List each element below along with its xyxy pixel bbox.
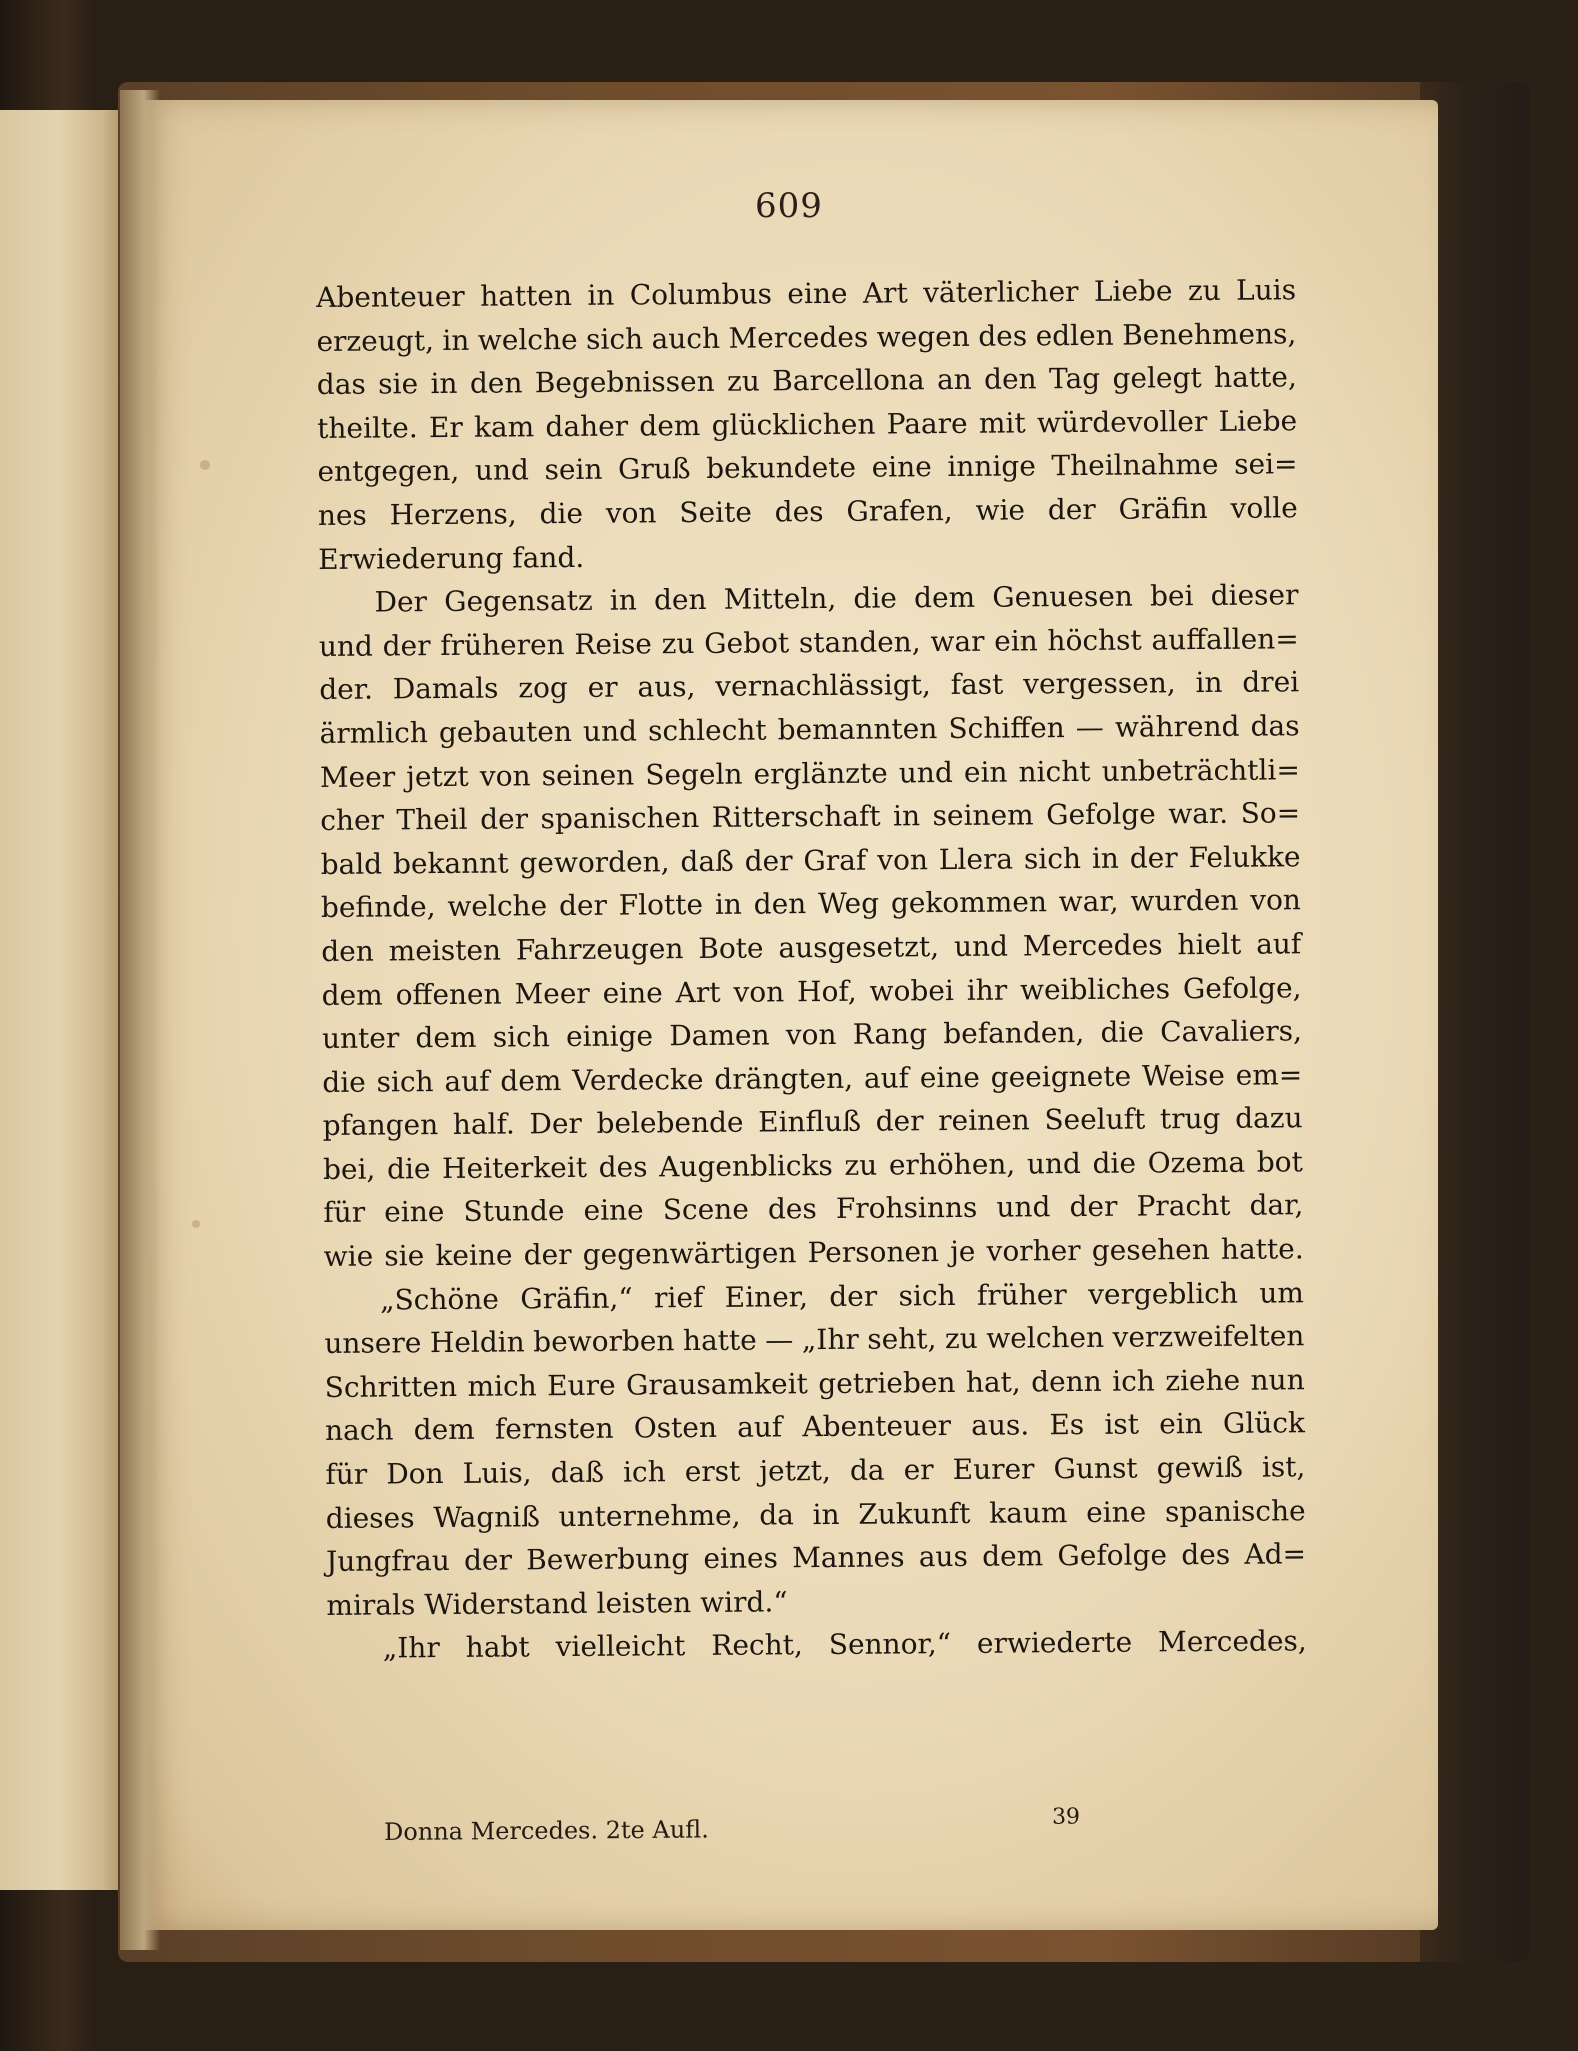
text-line: dieses Wagniß unternehme, da in Zukunft kaum eine spanische (325, 1493, 1306, 1535)
text-line: cher Theil der spanischen Ritterschaft in seinem Gefolge war. So= (320, 796, 1301, 838)
page-number: 609 (755, 186, 823, 226)
text-line: nes Herzens, die von Seite des Grafen, wie der Gräfin volle (317, 491, 1298, 532)
signature-mark: Donna Mercedes. 2te Aufl. (384, 1815, 709, 1846)
text-line: der. Damals zog er aus, vernachlässigt, fast vergessen, in drei (319, 665, 1300, 707)
text-line: Meer jetzt von seinen Segeln erglänzte und ein nicht unbeträchtli= (319, 752, 1300, 794)
sheet-number: 39 (1051, 1804, 1081, 1830)
text-line: wie sie keine der gegenwärtigen Personen je vorher gesehen hatte. (323, 1232, 1304, 1274)
text-line: das sie in den Begebnissen zu Barcellona an den Tag gelegt hatte, (316, 360, 1297, 402)
text-line: unter dem sich einige Damen von Rang befanden, die Cavaliers, (321, 1014, 1303, 1056)
text-line: für eine Stunde eine Scene des Frohsinns und der Pracht dar, (323, 1188, 1304, 1230)
paper-speck (192, 1220, 200, 1228)
paper-speck (200, 460, 210, 470)
page-gutter-shadow (120, 90, 160, 1950)
text-line: Jungfrau der Bewerbung eines Mannes aus dem Gefolge des Ad= (325, 1537, 1307, 1579)
text-line: Schritten mich Eure Grausamkeit getrieben hat, denn ich ziehe nun (324, 1363, 1305, 1404)
text-line: Abenteuer hatten in Columbus eine Art väterlicher Liebe zu Luis (316, 273, 1297, 314)
page-footer (384, 1804, 1204, 1858)
text-line: entgegen, und sein Gruß bekundete eine innige Theilnahme sei= (317, 447, 1298, 489)
text-line: bald bekannt geworden, daß der Graf von Llera sich in der Felukke (320, 840, 1301, 881)
text-line: „Schöne Gräfin,“ rief Einer, der sich früher vergeblich um (379, 1275, 1305, 1317)
text-line: den meisten Fahrzeugen Bote ausgesetzt, und Mercedes hielt auf (321, 927, 1302, 968)
text-line: befinde, welche der Flotte in den Weg gekommen war, wurden von (320, 883, 1302, 925)
body-text (316, 268, 1307, 1671)
text-line: nach dem fernsten Osten auf Abenteuer aus. Es ist ein Glück (324, 1406, 1306, 1448)
text-line: dem offenen Meer eine Art von Hof, wobei ihr weibliches Gefolge, (321, 970, 1302, 1012)
text-line: die sich auf dem Verdecke drängten, auf eine geeignete Weise em= (322, 1057, 1303, 1099)
text-line: erzeugt, in welche sich auch Mercedes wegen des edlen Benehmens, (316, 316, 1297, 358)
text-line: bei, die Heiterkeit des Augenblicks zu erhöhen, und die Ozema bot (322, 1145, 1303, 1186)
text-line: mirals Widerstand leisten wird.“ (326, 1585, 788, 1622)
text-line: unsere Heldin beworben hatte — „Ihr seht, zu welchen verzweifelten (324, 1319, 1305, 1361)
text-line: Der Gegensatz in den Mitteln, die dem Genuesen bei dieser (374, 578, 1299, 619)
text-line: Erwiederung fand. (318, 540, 585, 576)
previous-page-edge (0, 110, 128, 1890)
text-line: pfangen half. Der belebende Einfluß der reinen Seeluft trug dazu (322, 1101, 1303, 1143)
text-line: und der früheren Reise zu Gebot standen, war ein höchst auffallen= (318, 622, 1299, 663)
text-line: ärmlich gebauten und schlecht bemannten Schiffen — während das (319, 709, 1300, 750)
text-line: für Don Luis, daß ich erst jetzt, da er Eurer Gunst gewiß ist, (325, 1450, 1306, 1491)
text-line: theilte. Er kam daher dem glücklichen Paare mit würdevoller Liebe (317, 404, 1298, 445)
text-line: „Ihr habt vielleicht Recht, Sennor,“ erwiederte Mercedes, (382, 1624, 1307, 1665)
